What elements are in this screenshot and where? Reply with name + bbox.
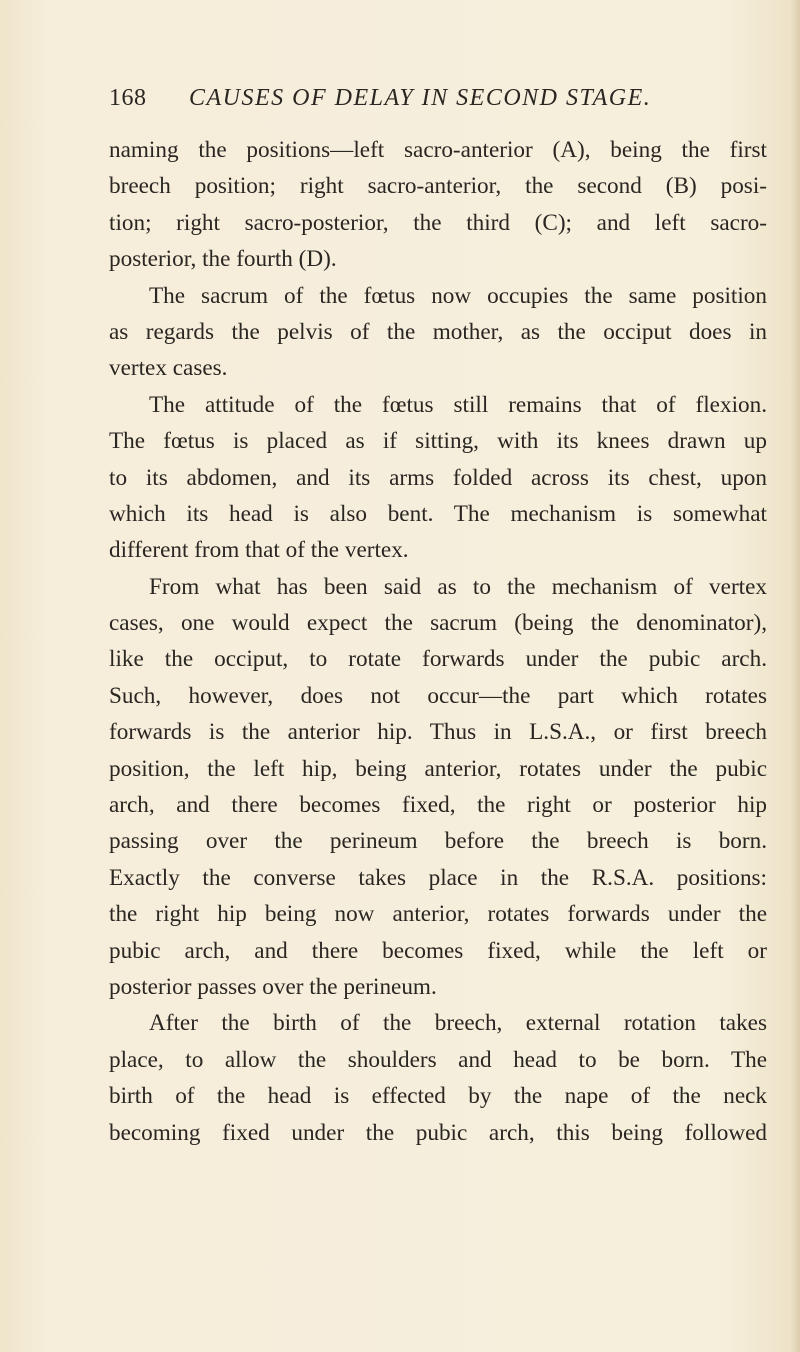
text-line: birth of the head is effected by the nape of the neck (109, 1083, 767, 1110)
text-line: After the birth of the breech, external rotation takes (149, 1010, 767, 1037)
text-line: which its head is also bent. The mechanism is somewhat (109, 500, 767, 527)
text-line: breech position; right sacro-anterior, the second (B) posi- (109, 173, 767, 200)
running-head: CAUSES OF DELAY IN SECOND STAGE. (189, 85, 652, 111)
text-line: the right hip being now anterior, rotates forwards under the (109, 901, 767, 928)
text-line: tion; right sacro-posterior, the third (C); and left sacro- (109, 209, 767, 236)
text-line: passing over the perineum before the breech is born. (109, 828, 767, 855)
text-line: place, to allow the shoulders and head to be born. The (109, 1046, 767, 1073)
text-line: Such, however, does not occur—the part which rotates (109, 682, 767, 709)
text-line: cases, one would expect the sacrum (being the denominator), (109, 610, 767, 637)
text-line: pubic arch, and there becomes fixed, while the left or (109, 937, 767, 964)
text-line: becoming fixed under the pubic arch, this being followed (109, 1119, 767, 1146)
text-line: naming the positions—left sacro-anterior (A), being the first (109, 137, 767, 163)
text-line: different from that of the vertex. (109, 537, 409, 564)
text-line: From what has been said as to the mechanism of vertex (149, 573, 767, 600)
text-line: like the occiput, to rotate forwards under the pubic arch. (109, 646, 767, 673)
text-line: posterior passes over the perineum. (109, 973, 437, 1000)
page-edge-shadow (790, 0, 800, 1352)
text-line: The attitude of the fœtus still remains that of flexion. (149, 391, 767, 418)
text-line: The fœtus is placed as if sitting, with its knees drawn up (109, 428, 767, 455)
text-line: to its abdomen, and its arms folded across its chest, upon (109, 464, 767, 491)
text-line: The sacrum of the fœtus now occupies the same position (149, 282, 767, 309)
body-text (109, 132, 767, 1151)
text-line: vertex cases. (109, 355, 228, 382)
text-line: Exactly the converse takes place in the R.S.A. positions: (109, 864, 767, 891)
page-header (109, 80, 709, 116)
text-line: posterior, the fourth (D). (109, 246, 337, 273)
text-line: as regards the pelvis of the mother, as the occiput does in (109, 318, 767, 345)
text-line: position, the left hip, being anterior, rotates under the pubic (109, 755, 767, 782)
text-line: forwards is the anterior hip. Thus in L.S.A., or first breech (109, 719, 767, 746)
page-number: 168 (109, 85, 147, 111)
text-line: arch, and there becomes fixed, the right or posterior hip (109, 792, 767, 819)
